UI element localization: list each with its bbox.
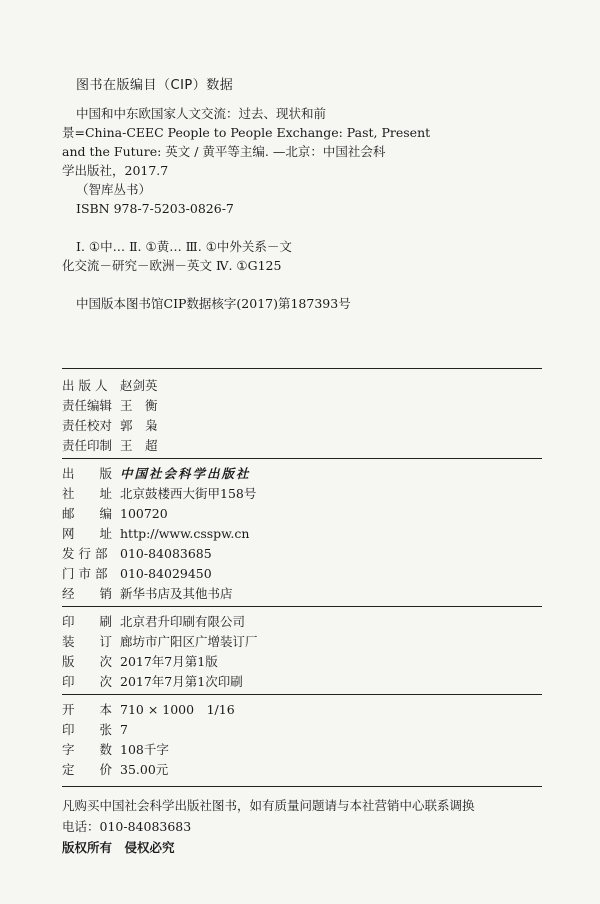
spec-row: 字 数 108千字 bbox=[62, 742, 169, 757]
cip-line: 景=China-CEEC People to People Exchange: Past, Present bbox=[62, 125, 431, 140]
publisher-row: 经 销 新华书店及其他书店 bbox=[62, 586, 233, 601]
divider bbox=[62, 368, 542, 369]
divider bbox=[62, 606, 542, 607]
cip-heading: 图书在版编目（CIP）数据 bbox=[76, 78, 234, 93]
staff-row: 出 版 人 赵剑英 bbox=[62, 378, 158, 393]
publisher-row: 出 版 中国社会科学出版社 bbox=[62, 466, 251, 481]
cip-line: and the Future: 英文 / 黄平等主编. —北京：中国社会科 bbox=[62, 144, 386, 159]
publisher-logo: 中国社会科学出版社 bbox=[120, 466, 251, 481]
divider bbox=[62, 458, 542, 459]
printing-row: 印 刷 北京君升印刷有限公司 bbox=[62, 614, 246, 629]
staff-row: 责任印制 王 超 bbox=[62, 438, 158, 453]
quality-notice: 凡购买中国社会科学出版社图书，如有质量问题请与本社营销中心联系调换 bbox=[62, 798, 475, 813]
cip-record-number: 中国版本图书馆CIP数据核字(2017)第187393号 bbox=[76, 296, 351, 311]
cip-line: （智库丛书） bbox=[76, 182, 152, 197]
publisher-row: 门 市 部 010-84029450 bbox=[62, 566, 212, 581]
printing-row: 印 次 2017年7月第1次印刷 bbox=[62, 674, 243, 689]
spec-row: 印 张 7 bbox=[62, 722, 128, 737]
divider bbox=[62, 694, 542, 695]
publisher-row: 网 址 http://www.csspw.cn bbox=[62, 526, 250, 541]
divider bbox=[62, 786, 542, 787]
printing-row: 版 次 2017年7月第1版 bbox=[62, 654, 218, 669]
cip-line: 学出版社，2017.7 bbox=[62, 163, 169, 178]
cip-isbn: ISBN 978-7-5203-0826-7 bbox=[76, 201, 234, 216]
printing-row: 装 订 廊坊市广阳区广增装订厂 bbox=[62, 634, 258, 649]
cip-line: 中国和中东欧国家人文交流：过去、现状和前 bbox=[76, 106, 327, 121]
spec-row: 定 价 35.00元 bbox=[62, 762, 169, 777]
spec-row: 开 本 710 × 1000 1/16 bbox=[62, 702, 235, 717]
publisher-row: 邮 编 100720 bbox=[62, 506, 168, 521]
publisher-row: 发 行 部 010-84083685 bbox=[62, 546, 212, 561]
cip-classification: Ⅰ. ①中… Ⅱ. ①黄… Ⅲ. ①中外关系－文 bbox=[76, 239, 292, 254]
cip-classification: 化交流－研究－欧洲－英文 Ⅳ. ①G125 bbox=[62, 258, 282, 273]
contact-phone: 电话：010-84083683 bbox=[62, 819, 192, 834]
publisher-row: 社 址 北京鼓楼西大街甲158号 bbox=[62, 486, 257, 501]
staff-row: 责任编辑 王 衡 bbox=[62, 398, 158, 413]
copyright-notice: 版权所有 侵权必究 bbox=[62, 840, 175, 855]
staff-row: 责任校对 郭 枭 bbox=[62, 418, 158, 433]
